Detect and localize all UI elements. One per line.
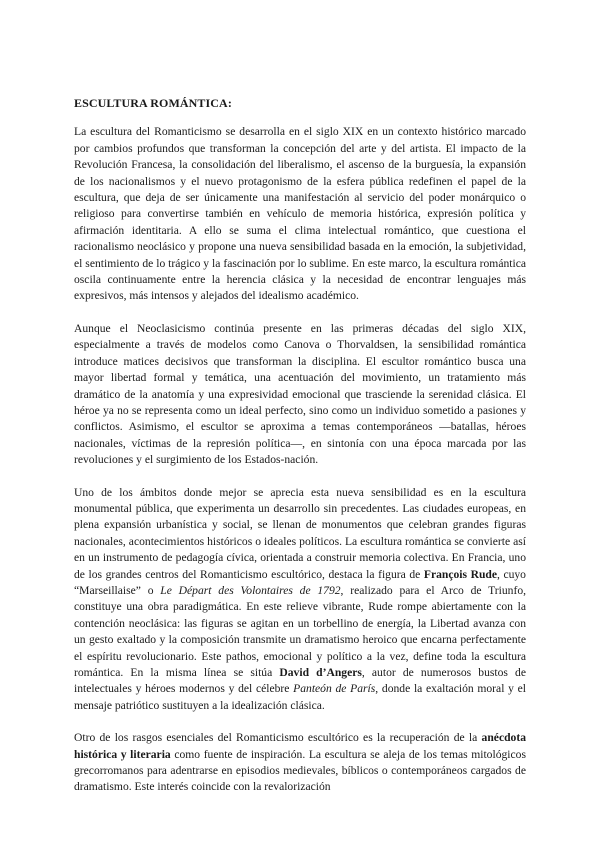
document-title: ESCULTURA ROMÁNTICA: <box>74 96 232 110</box>
document-page <box>74 95 526 812</box>
name-francois-rude: François Rude <box>423 567 497 581</box>
title-panteon-de-paris: Panteón de París <box>293 682 376 696</box>
name-david-dangers: David d’Angers <box>279 666 362 679</box>
paragraph-4-text-b: como fuente de inspiración. La escultura se aleja de los temas mitológicos grecorromanos para adentrarse en episodios medievales, bíblicos o contemporáneos cargados de dramatismo. Este interés coincide con la revalorización <box>74 747 526 794</box>
paragraph-3-text-e: , donde la exaltación moral y el mensaje patriótico sustituyen a la idealización clásica. <box>74 682 527 712</box>
paragraph-3 <box>74 485 526 715</box>
title-le-depart: Le Départ des Volontaires de 1792 <box>160 583 341 597</box>
term-anecdota: anécdota histórica y literaria <box>74 731 526 761</box>
paragraph-3-text-d: , autor de numerosos bustos de intelectuales y héroes modernos y del célebre <box>74 666 526 696</box>
paragraph-3-text-b: , cuyo “Marseillaise” o <box>74 567 526 597</box>
paragraph-2: Aunque el Neoclasicismo continúa presente en las primeras décadas del siglo XIX, especialmente a través de modelos como Canova o Thorvaldsen, la sensibilidad romántica introduce matices decisivos que transforman la disciplina. El escultor romántico busca una mayor libertad formal y temática, una acentuación del movimiento, un tratamiento más dramático de la anatomía y una expresividad emocional que trasciende la serenidad clásica. El héroe ya no se representa como un ideal perfecto, sino como un individuo sometido a pasiones y conflictos. Asimismo, el escultor se aproxima a temas contemporáneos —batallas, héroes nacionales, víctimas de la represión política—, en sintonía con una época marcada por las revoluciones y el surgimiento de los Estados-nación. <box>74 321 526 467</box>
paragraph-1: La escultura del Romanticismo se desarrolla en el siglo XIX en un contexto histórico marcado por cambios profundos que transforman la concepción del arte y del artista. El impacto de la Revolución Francesa, la consolidación del liberalismo, el ascenso de la burguesía, la expansión de los nacionalismos y el nuevo protagonismo de la esfera pública redefinen el papel de la escultura, que deja de ser únicamente una manifestación al servicio del poder monárquico o religioso para convertirse también en vehículo de memoria histórica, expresión política y afirmación identitaria. A ello se suma el clima intelectual romántico, que cuestiona el racionalismo neoclásico y propone una nueva sensibilidad basada en la emoción, la subjetividad, el sentimiento de lo trágico y la fascinación por lo sublime. En este marco, la escultura romántica oscila continuamente entre la herencia clásica y la necesidad de encontrar lenguajes más expresivos, más intensos y alejados del idealismo académico. <box>74 125 526 303</box>
paragraph-4 <box>74 730 526 796</box>
paragraph-4-text-a: Otro de los rasgos esenciales del Romanticismo escultórico es la recuperación de la <box>74 731 482 745</box>
paragraph-3-text-a: Uno de los ámbitos donde mejor se aprecia esta nueva sensibilidad es en la escultura monumental pública, que experimenta un desarrollo sin precedentes. Las ciudades europeas, en plena expansión urbanística y social, se llenan de monumentos que celebran grandes figuras nacionales, acontecimientos históricos o ideales políticos. La escultura romántica se convierte así en un instrumento de pedagogía cívica, orientada a construir memoria colectiva. En Francia, uno de los grandes centros del Romanticismo escultórico, destaca la figura de <box>74 485 526 581</box>
paragraph-3-text-c: , realizado para el Arco de Triunfo, constituye una obra paradigmática. En este relieve vibrante, Rude rompe abiertamente con la contención neoclásica: las figuras se agitan en un torbellino de energía, la Libertad avanza con un gesto exaltado y la composición transmite un dramatismo heroico que encarna perfectamente el espíritu revolucionario. Este pathos, emocional y político a la vez, define toda la escultura romántica. En la misma línea se sitúa <box>74 583 527 679</box>
